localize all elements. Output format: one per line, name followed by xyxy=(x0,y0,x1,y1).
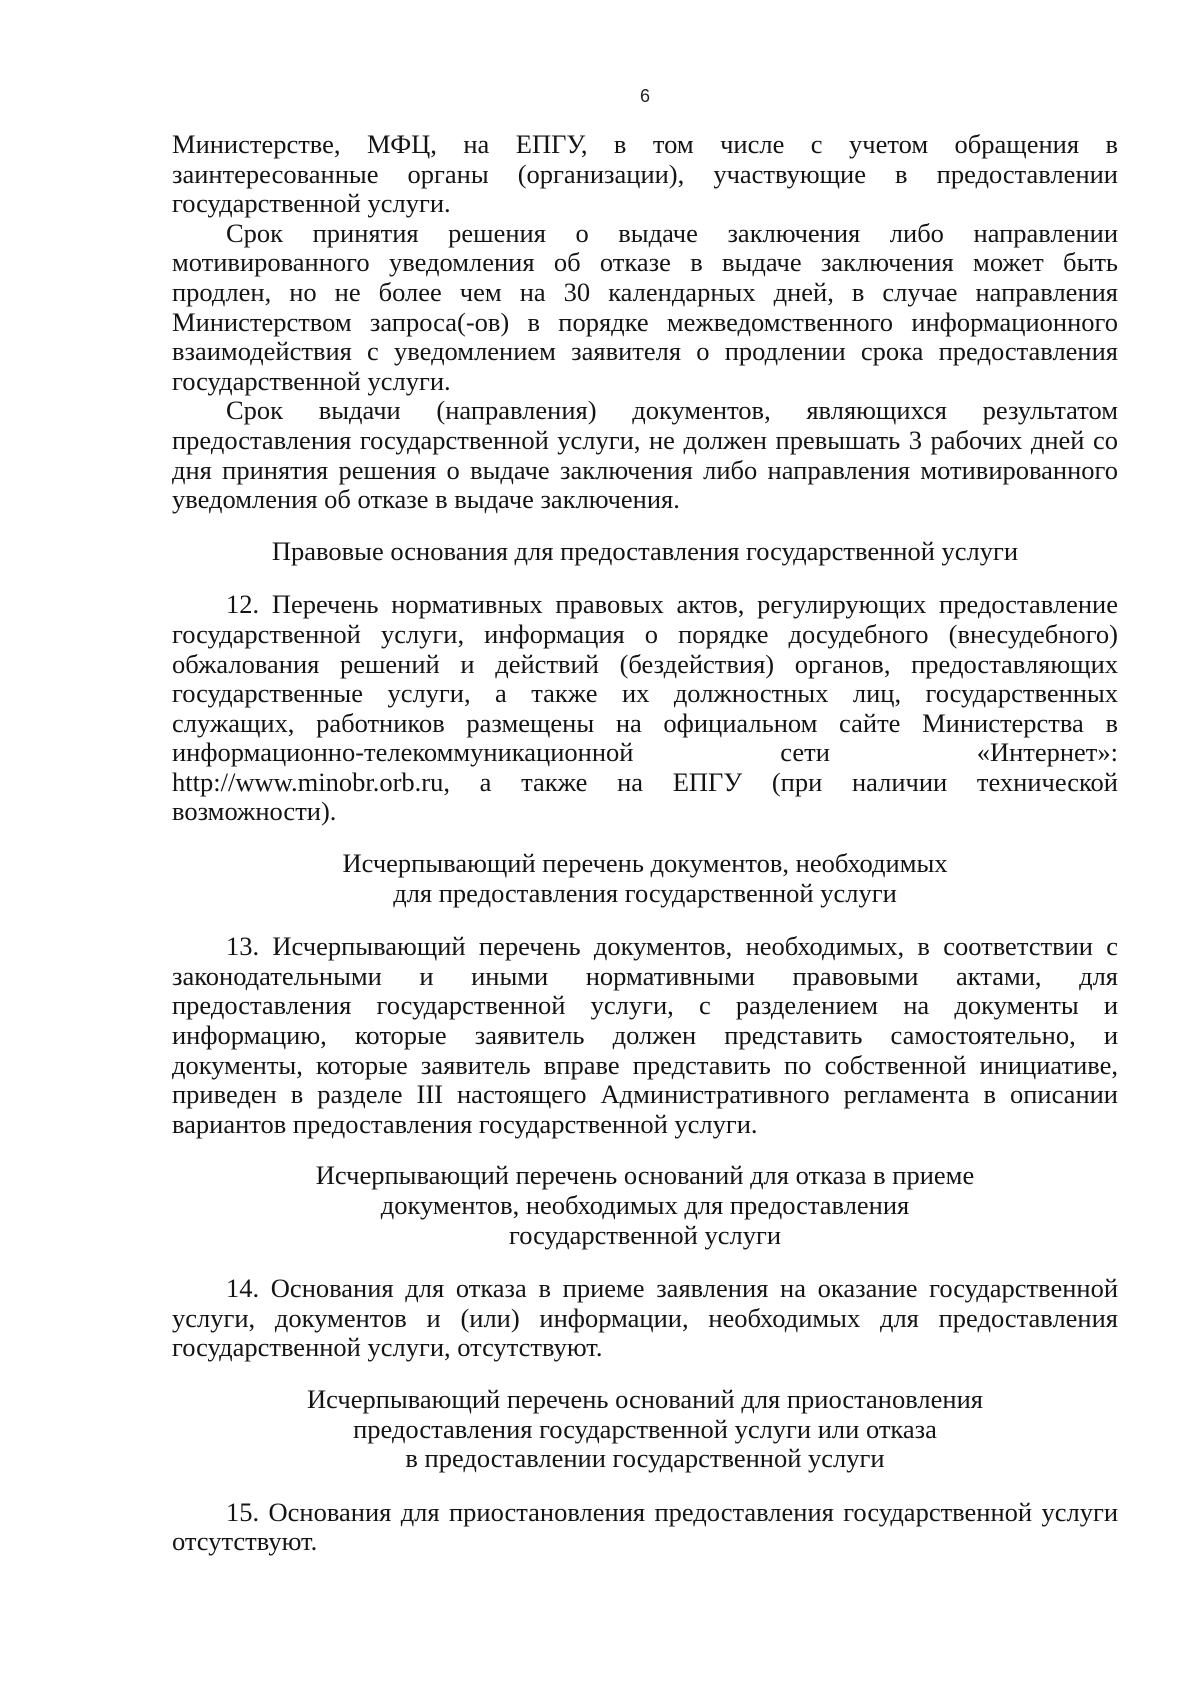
section-heading-documents: Исчерпывающий перечень документов, необходимых для предоставления государственной услуги xyxy=(342,848,948,908)
paragraph-13: 13. Исчерпывающий перечень документов, необходимых, в соответствии с законодательными и иными нормативными правовыми актами, для предоставления государственной услуги, с разделением на документы и информацию, которые заявитель должен представить самостоятельно, и документы, которые заявитель вправе представить по собственной инициативе, приведен в разделе III настоящего Административного регламента в описании вариантов предоставления государственной услуги. xyxy=(172,931,1118,1139)
document-body xyxy=(172,130,1118,1557)
paragraph-term-extension: Срок принятия решения о выдаче заключения либо направлении мотивированного уведомления об отказе в выдаче заключения может быть продлен, но не более чем на 30 календарных дней, в случае направления Министерством запроса(-ов) в порядке межведомственного информационного взаимодействия с уведомлением заявителя о продлении срока предоставления государственной услуги. xyxy=(172,217,1118,396)
section-heading-legal-basis: Правовые основания для предоставления государственной услуги xyxy=(271,535,1019,566)
paragraph-15: 15. Основания для приостановления предоставления государственной услуги отсутствуют. xyxy=(172,1496,1118,1557)
paragraph-12: 12. Перечень нормативных правовых актов, регулирующих предоставление государственной услуги, информация о порядке досудебного (внесудебного) обжалования решений и действий (бездействия) органов, предоставляющих государственные услуги, а также их должностных лиц, государственных служащих, работников размещены на официальном сайте Министерства в информационно-телекоммуникационной сети «Интернет»: http://www.minobr.orb.ru, а также на ЕПГУ (при наличии технической возможности). xyxy=(172,589,1118,827)
paragraph-14: 14. Основания для отказа в приеме заявления на оказание государственной услуги, документов и (или) информации, необходимых для предоставления государственной услуги, отсутствуют. xyxy=(172,1273,1118,1363)
paragraph-issue-term: Срок выдачи (направления) документов, являющихся результатом предоставления государственной услуги, не должен превышать 3 рабочих дней со дня принятия решения о выдаче заключения либо направления мотивированного уведомления об отказе в выдаче заключения. xyxy=(172,395,1118,515)
section-heading-refusal-grounds: Исчерпывающий перечень оснований для отказа в приеме документов, необходимых для предоставления государственной услуги xyxy=(315,1160,975,1250)
section-heading-suspension-grounds: Исчерпывающий перечень оснований для приостановления предоставления государственной услуги или отказа в предоставлении государственной услуги xyxy=(307,1383,983,1474)
page-number: 6 xyxy=(639,86,650,106)
paragraph-continuation: Министерстве, МФЦ, на ЕПГУ, в том числе с учетом обращения в заинтересованные органы (организации), участвующие в предоставлении государственной услуги. xyxy=(172,129,1118,219)
